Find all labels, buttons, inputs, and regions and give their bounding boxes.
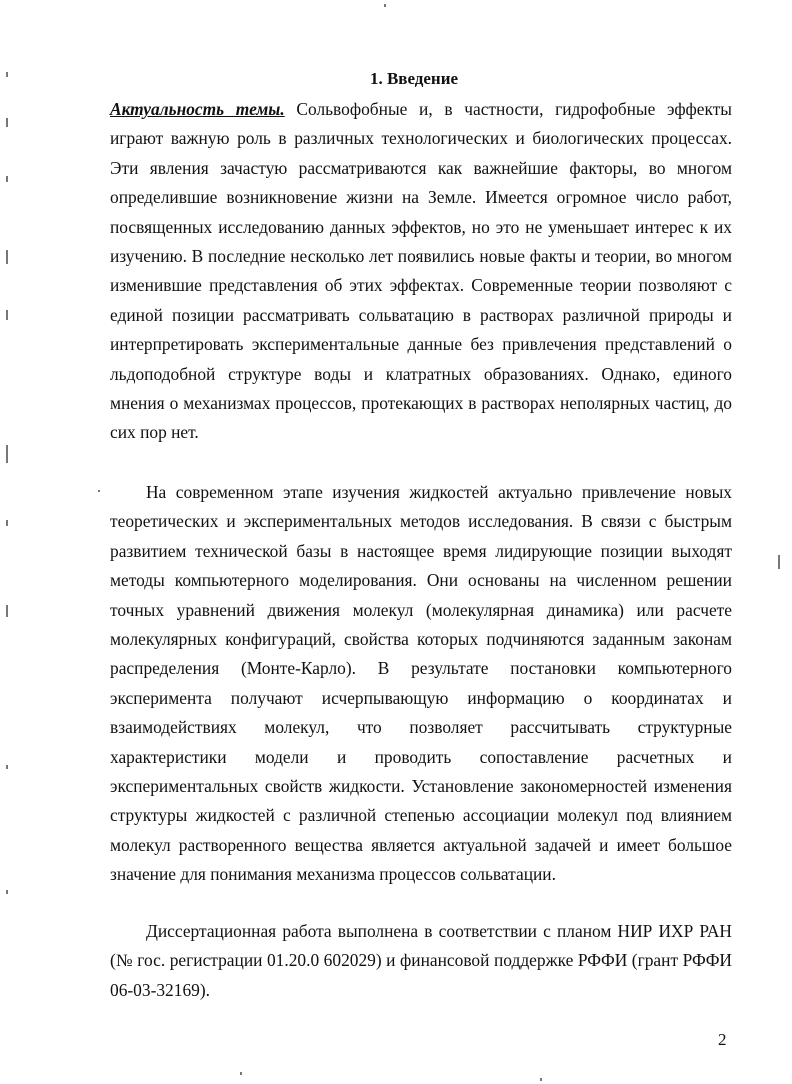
- scan-speck: [6, 72, 8, 77]
- scan-speck: [384, 4, 386, 7]
- scan-speck: [6, 310, 8, 320]
- scan-speck: [6, 176, 8, 182]
- scan-speck: [6, 445, 8, 463]
- scan-speck: [540, 1078, 542, 1081]
- relevance-lead: Актуальность темы.: [110, 99, 285, 119]
- scan-speck: [98, 490, 100, 492]
- scan-speck: [778, 555, 780, 569]
- scan-speck: [240, 1072, 242, 1075]
- scan-speck: [6, 118, 8, 127]
- methods-paragraph: На современном этапе изучения жидкостей актуально привлечение новых теоретических и экспериментальных методов исследования. В связи с быстрым развитием технической базы в настоящее время лидирующие позиции выходят методы компьютерного моделирования. Они основаны на численном решении точных уравнений движения молекул (молекулярная динамика) или расчете молекулярных конфигураций, свойства которых подчиняются заданным законам распределения (Монте-Карло). В результате постановки компьютерного эксперимента получают исчерпывающую информацию о координатах и взаимодействиях молекул, что позволяет рассчитывать структурные характеристики модели и проводить сопоставление расчетных и экспериментальных свойств жидкости. Установление закономерностей изменения структуры жидкостей с различной степенью ассоциации молекул под влиянием молекул растворенного вещества является актуальной задачей и имеет большое значение для понимания механизма процессов сольватации.: [110, 482, 732, 885]
- scan-speck: [6, 605, 8, 617]
- scan-speck: [6, 765, 8, 769]
- scan-speck: [6, 250, 8, 264]
- scan-speck: [6, 890, 8, 894]
- intro-paragraph: [110, 95, 732, 448]
- intro-text: Сольвофобные и, в частности, гидрофобные эффекты играют важную роль в различных технологических и биологических процессах. Эти явления зачастую рассматриваются как важнейшие факторы, во многом определившие возникновение жизни на Земле. Имеется огромное число работ, посвященных исследованию данных эффектов, но это не уменьшает интерес к их изучению. В последние несколько лет появились новые факты и теории, во многом изменившие представления об этих эффектах. Современные теории позволяют с единой позиции рассматривать сольватацию в растворах различной природы и интерпретировать экспериментальные данные без привлечения представлений о льдоподобной структуре воды и клатратных образованиях. Однако, единого мнения о механизмах процессов, протекающих в растворах неполярных частиц, до сих пор нет.: [110, 99, 732, 443]
- scan-speck: [6, 520, 8, 526]
- section-heading: 1. Введение: [369, 69, 459, 88]
- page-number: 2: [718, 1030, 727, 1049]
- funding-paragraph: Диссертационная работа выполнена в соответствии с планом НИР ИХР РАН (№ гос. регистрации 01.20.0 602029) и финансовой поддержке РФФИ (грант РФФИ 06-03-32169).: [110, 921, 732, 1000]
